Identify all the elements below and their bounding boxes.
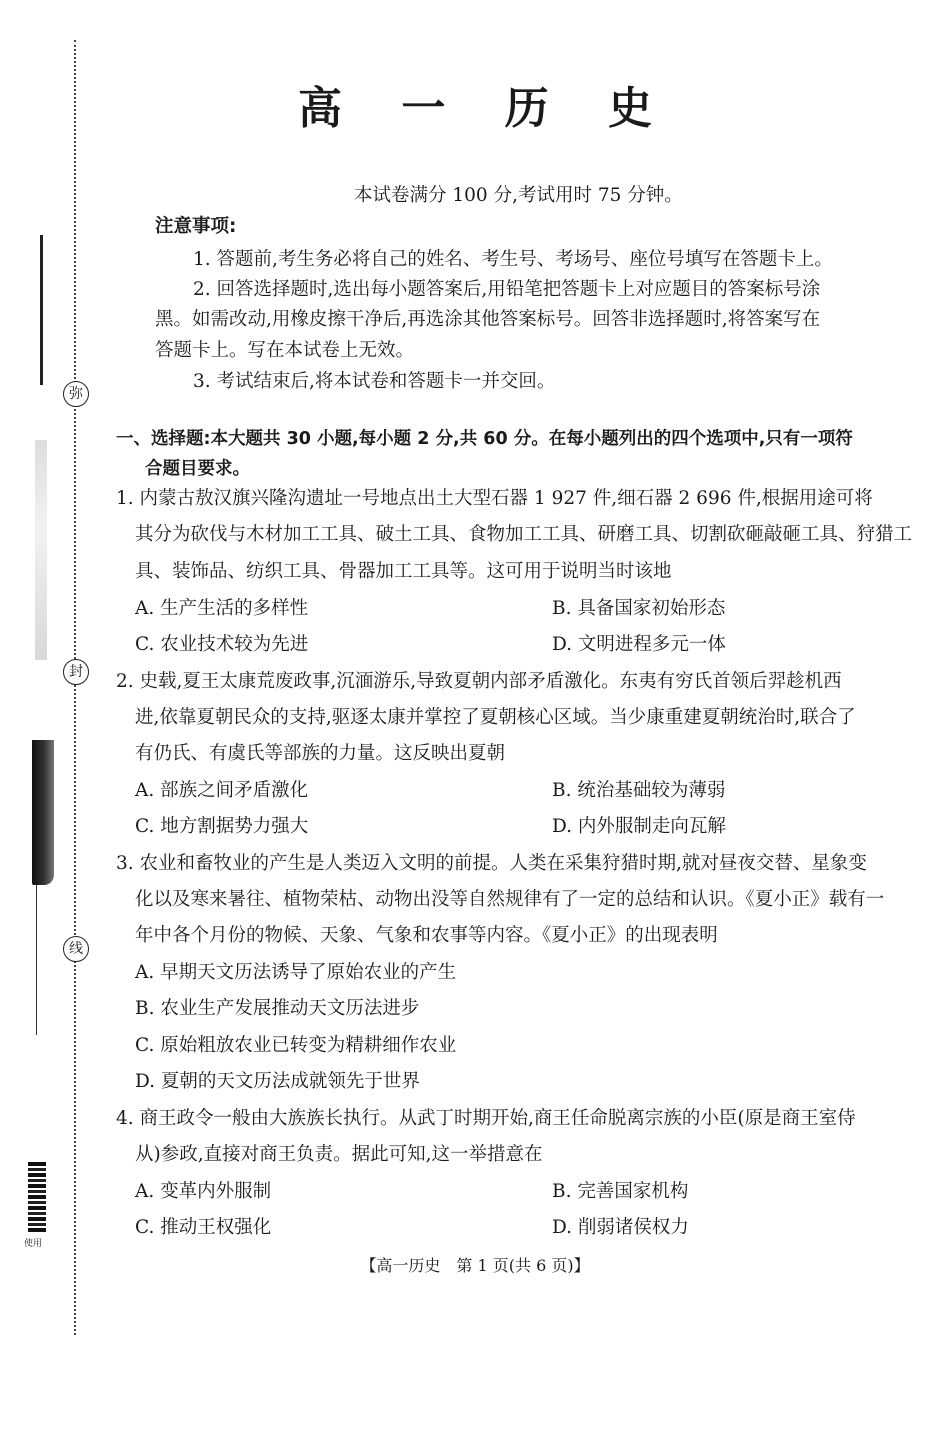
question-4-line: 从)参政,直接对商王负责。据此可知,这一举措意在	[135, 1144, 543, 1165]
question-1-option-a: A. 生产生活的多样性	[135, 598, 309, 619]
question-3-line: 3. 农业和畜牧业的产生是人类迈入文明的前提。人类在采集狩猎时期,就对昼夜交替、星象变	[116, 853, 867, 874]
question-2-line: 进,依靠夏朝民众的支持,驱逐太康并掌控了夏朝核心区域。当少康重建夏朝统治时,联合了	[135, 707, 856, 728]
qr-label: 使用	[24, 1239, 43, 1249]
question-2-option-c: C. 地方割据势力强大	[135, 816, 309, 837]
question-4-option-d: D. 削弱诸侯权力	[552, 1217, 689, 1238]
section-heading-cont: 合题目要求。	[145, 459, 250, 479]
notice-line: 2. 回答选择题时,选出每小题答案后,用铅笔把答题卡上对应题目的答案标号涂	[193, 279, 821, 300]
question-4-line: 4. 商王政令一般由大族族长执行。从武丁时期开始,商王任命脱离宗族的小臣(原是商王室侍	[116, 1108, 856, 1129]
section-heading: 一、选择题:本大题共 30 小题,每小题 2 分,共 60 分。在每小题列出的四个选项中,只有一项符	[116, 429, 853, 449]
scan-artifact-bar	[40, 235, 43, 385]
question-3-line: 化以及寒来暑往、植物荣枯、动物出没等自然规律有了一定的总结和认识。《夏小正》载有一	[135, 889, 885, 910]
question-1-line: 具、装饰品、纺织工具、骨器加工工具等。这可用于说明当时该地	[135, 561, 672, 582]
page-footer: 【高一历史 第 1 页(共 6 页)】	[360, 1256, 590, 1275]
scan-artifact-shade	[35, 440, 47, 660]
question-3-option-b: B. 农业生产发展推动天文历法进步	[135, 998, 420, 1019]
question-1-option-d: D. 文明进程多元一体	[552, 634, 726, 655]
question-3-option-c: C. 原始粗放农业已转变为精耕细作农业	[135, 1035, 457, 1056]
question-1-option-b: B. 具备国家初始形态	[552, 598, 726, 619]
exam-intro: 本试卷满分 100 分,考试用时 75 分钟。	[354, 185, 683, 206]
question-2-line: 2. 史载,夏王太康荒废政事,沉湎游乐,导致夏朝内部矛盾激化。东夷有穷氏首领后羿趁机西	[116, 671, 842, 692]
question-3-option-a: A. 早期天文历法诱导了原始农业的产生	[135, 962, 457, 983]
question-2-option-a: A. 部族之间矛盾激化	[135, 780, 309, 801]
page-title: 高 一 历 史	[298, 83, 674, 134]
question-4-option-b: B. 完善国家机构	[552, 1181, 689, 1202]
notice-line: 黑。如需改动,用橡皮擦干净后,再选涂其他答案标号。回答非选择题时,将答案写在	[155, 309, 821, 330]
seal-feng: 封	[63, 659, 89, 685]
qr-code-icon	[28, 1162, 46, 1232]
question-2-option-b: B. 统治基础较为薄弱	[552, 780, 726, 801]
notice-heading: 注意事项:	[155, 216, 237, 237]
scan-artifact-line	[36, 885, 37, 1035]
question-4-option-c: C. 推动王权强化	[135, 1217, 272, 1238]
question-4-option-a: A. 变革内外服制	[135, 1181, 272, 1202]
notice-line: 3. 考试结束后,将本试卷和答题卡一并交回。	[193, 371, 556, 392]
notice-line: 1. 答题前,考生务必将自己的姓名、考生号、考场号、座位号填写在答题卡上。	[193, 249, 833, 270]
question-3-option-d: D. 夏朝的天文历法成就领先于世界	[135, 1071, 420, 1092]
scan-artifact-black-mark	[32, 740, 54, 885]
binding-dotted-line	[74, 40, 76, 1335]
question-3-line: 年中各个月份的物候、天象、气象和农事等内容。《夏小正》的出现表明	[135, 925, 718, 946]
question-1-option-c: C. 农业技术较为先进	[135, 634, 309, 655]
seal-mi: 弥	[63, 381, 89, 407]
question-1-line: 其分为砍伐与木材加工工具、破土工具、食物加工工具、研磨工具、切割砍砸敲砸工具、狩猎工	[135, 524, 913, 545]
question-2-option-d: D. 内外服制走向瓦解	[552, 816, 726, 837]
question-2-line: 有仍氏、有虞氏等部族的力量。这反映出夏朝	[135, 743, 506, 764]
question-1-line: 1. 内蒙古敖汉旗兴隆沟遗址一号地点出土大型石器 1 927 件,细石器 2 696 件,根据用途可将	[116, 488, 873, 509]
notice-line: 答题卡上。写在本试卷上无效。	[155, 340, 415, 361]
seal-xian: 线	[63, 936, 89, 962]
